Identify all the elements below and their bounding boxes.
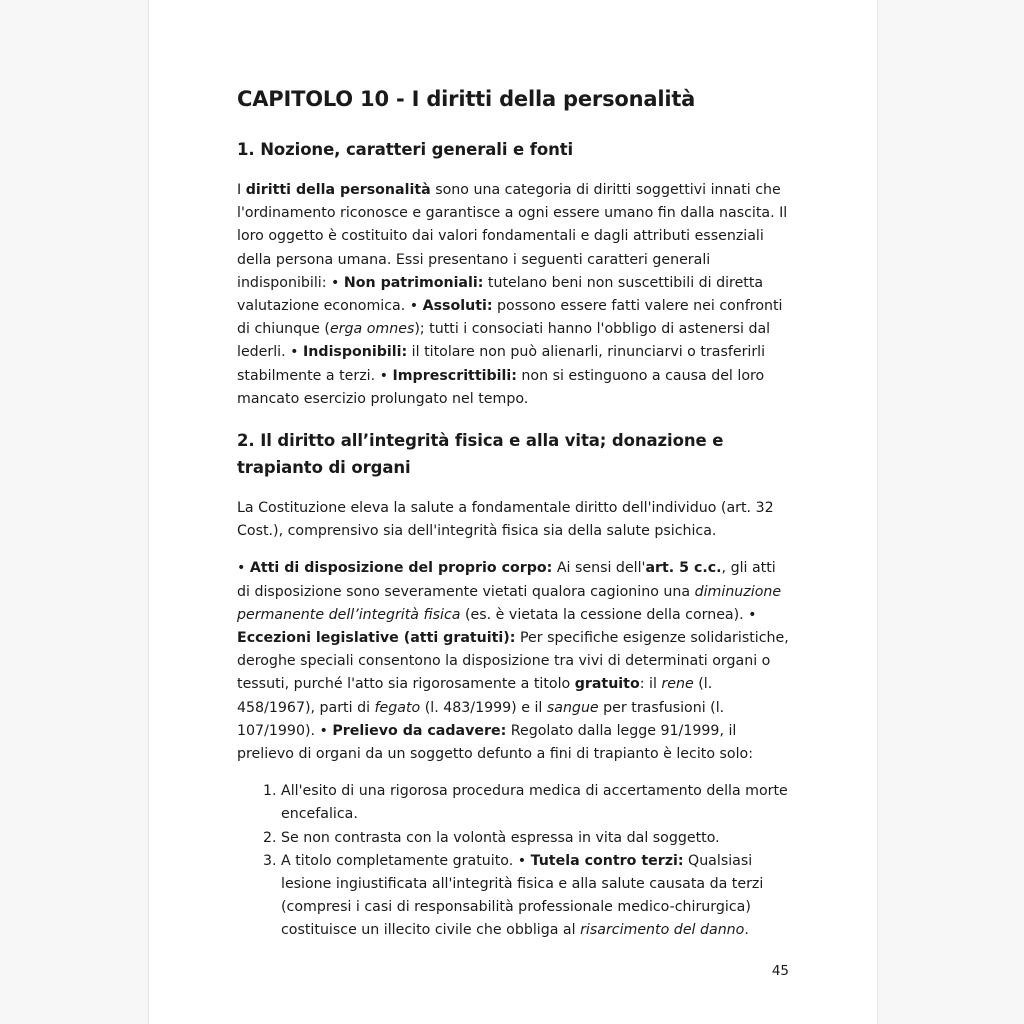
text-run: • <box>237 560 250 577</box>
text-run: Regolato dalla legge 91/1999, il prelievo di organi da un soggetto defunto a fini di trapianto è lecito solo: <box>237 722 754 763</box>
text-run: sono una categoria di diritti soggettivi innati che l'ordinamento riconosce e garantisce a ogni essere umano fin dalla nascita. Il loro oggetto è costituito dai valori fondamentali e dagli attributi essenziali della persona umana. Essi presentano i seguenti caratteri generali indisponibili: • <box>237 182 788 291</box>
section-1-heading: 1. Nozione, caratteri generali e fonti <box>237 140 574 159</box>
page-number: 45 <box>771 963 789 979</box>
list-item <box>281 850 793 943</box>
text-run: tutelano beni non suscettibili di diretta valutazione economica. • <box>237 274 764 315</box>
text-run: possono essere fatti valere nei confronti di chiunque ( <box>237 298 783 338</box>
bold-term: diritti della personalità <box>245 182 431 198</box>
text-run: Ai sensi dell' <box>552 560 646 577</box>
italic-term: sangue <box>546 699 599 716</box>
text-run: A titolo completamente gratuito. • <box>281 852 531 869</box>
italic-term: diminuzione permanente dell’integrità fisica <box>237 583 782 623</box>
bold-term: Prelievo da cadavere: <box>332 722 507 739</box>
chapter-title: CAPITOLO 10 - I diritti della personalità <box>237 87 696 111</box>
italic-term: rene <box>661 676 694 693</box>
bold-term: Tutela contro terzi: <box>530 852 684 869</box>
bold-term: Atti di disposizione del proprio corpo: <box>249 560 553 577</box>
text-run: ); tutti i consociati hanno l'obbligo di astenersi dal lederli. • <box>237 321 771 361</box>
bold-term: Assoluti: <box>422 298 493 315</box>
text-run: I <box>237 182 246 198</box>
italic-term: fegato <box>374 699 421 716</box>
text-run: (l. 483/1999) e il <box>420 699 547 716</box>
bold-term: Non patrimoniali: <box>343 274 484 291</box>
section-1-paragraph <box>237 179 793 411</box>
section-2-heading: 2. Il diritto all’integrità fisica e alla vita; donazione e trapianto di organi <box>237 431 724 478</box>
organ-removal-conditions-list <box>237 780 793 942</box>
list-item: 2. Se non contrasta con la volontà espressa in vita dal soggetto. <box>281 827 793 850</box>
section-2-intro: La Costituzione eleva la salute a fondamentale diritto dell'individuo (art. 32 Cost.), comprensivo sia dell'integrità fisica sia della salute psichica. <box>237 500 774 540</box>
italic-term: erga omnes <box>329 321 415 338</box>
bold-term: gratuito <box>574 676 640 693</box>
bold-term: art. 5 c.c. <box>645 560 722 577</box>
text-run: Per specifiche esigenze solidaristiche, deroghe speciali consentono la disposizione tra vivi di determinati organi o tessuti, purché l'atto sia rigorosamente a titolo <box>237 630 789 693</box>
bold-term: Indisponibili: <box>303 344 408 361</box>
list-item: 1. All'esito di una rigorosa procedura medica di accertamento della morte encefalica. <box>281 780 793 826</box>
page-content <box>237 84 793 943</box>
text-run: : il <box>639 676 662 693</box>
bold-term: Eccezioni legislative (atti gratuiti): <box>237 630 516 647</box>
italic-term: risarcimento del danno <box>580 922 745 939</box>
document-page <box>148 0 878 1024</box>
text-run: il titolare non può alienarli, rinunciarvi o trasferirli stabilmente a terzi. • <box>237 344 766 384</box>
text-run: . <box>744 922 749 939</box>
text-run: per trasfusioni (l. 107/1990). • <box>237 699 725 739</box>
text-run: (l. 458/1967), parti di <box>237 676 713 716</box>
text-run: non si estinguono a causa del loro mancato esercizio prolungato nel tempo. <box>237 367 765 407</box>
text-run: (es. è vietata la cessione della cornea). • <box>460 606 757 623</box>
text-run: Qualsiasi lesione ingiustificata all'integrità fisica e alla salute causata da terzi (compresi i casi di responsabilità professionale medico-chirurgica) costituisce un illecito civile che obbliga al <box>281 852 764 939</box>
section-2-paragraph <box>237 557 793 766</box>
text-run: , gli atti di disposizione sono severamente vietati qualora cagionino una <box>237 560 776 600</box>
bold-term: Imprescrittibili: <box>392 367 517 384</box>
